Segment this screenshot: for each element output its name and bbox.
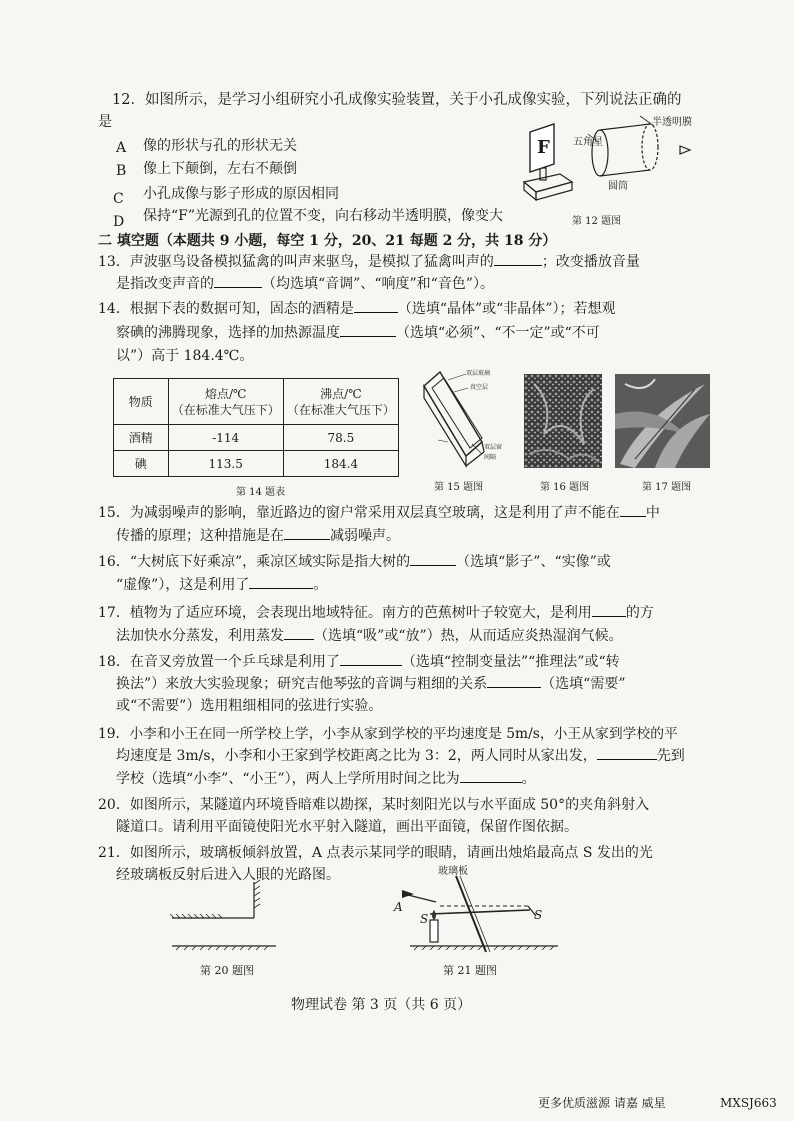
q14-data-table <box>113 378 399 477</box>
q15-line2-text-b: 减弱噪声。 <box>330 528 400 544</box>
q17-line1-text: 17．植物为了适应环境，会表现出地域特征。南方的芭蕉树叶子较宽大，是利用 <box>98 605 592 621</box>
q18-line2-text-b: （选填“需要” <box>541 676 626 692</box>
tunnel-figure <box>168 872 278 952</box>
section2-title: 二 填空题（本题共 9 小题，每空 1 分，20、21 每题 2 分，共 18 分） <box>98 233 557 249</box>
q19-line1: 19．小李和小王在同一所学校上学，小李从家到学校的平均速度是 5m/s，小王从家到学校的平 <box>98 726 678 742</box>
q14-line2-text-b: （选填“必须”、“不一定”或“不可 <box>396 325 600 341</box>
table-subheader-boiling: （在标准大气压下） <box>286 402 395 417</box>
q19-line2-text-b: 先到 <box>656 748 685 764</box>
fig12-label-tube: 圆筒 <box>608 181 628 192</box>
q14-line2 <box>116 322 600 344</box>
q16-line2-text-b: 。 <box>313 577 328 593</box>
q15-line1-text: 15．为减弱噪声的影响，靠近路边的窗户常采用双层真空玻璃，这是利用了声不能在 <box>98 505 620 521</box>
table-cell: 碘 <box>114 451 169 477</box>
q16-line1-text-b: （选填“影子”、“实像”或 <box>456 554 611 570</box>
q15-blank-2[interactable] <box>284 525 330 540</box>
banana-leaves-photo <box>615 374 710 468</box>
q12-option-a-label: A <box>116 140 127 156</box>
fig12-source-letter: F <box>537 137 550 158</box>
table-header-boiling-text: 沸点/℃ <box>320 386 362 401</box>
q18-line2-text: 换法”）来放大实验现象；研究吉他琴弦的音调与粗细的关系 <box>116 676 488 692</box>
double-glazed-window-figure <box>418 368 508 468</box>
q18-blank-1[interactable] <box>340 651 402 666</box>
fig21-label-image: S <box>534 908 543 922</box>
q13-line2-text: 是指改变声音的 <box>116 276 214 292</box>
q19-blank-1[interactable] <box>597 745 657 760</box>
tree-shade-photo <box>524 374 602 468</box>
q12-option-b-text: 像上下颠倒，左右不颠倒 <box>143 161 297 177</box>
table-cell: 78.5 <box>283 425 398 451</box>
q14-blank-1[interactable] <box>354 298 398 313</box>
q14-line1 <box>98 298 615 320</box>
q13-line1-text-b: ；改变播放音量 <box>541 254 640 270</box>
q13-line1-text: 13．声波驱鸟设备模拟猛禽的叫声来驱鸟，是模拟了猛禽叫声的 <box>98 254 494 270</box>
fig15-label-glass: 双层玻璃 <box>466 370 491 377</box>
q18-blank-2[interactable] <box>487 673 541 688</box>
q14-line3: 以”）高于 184.4℃。 <box>116 348 254 364</box>
table-row <box>114 451 399 477</box>
q12-line2: 是 <box>98 114 112 130</box>
table-cell: -114 <box>168 425 283 451</box>
fig21-label-eye: A <box>394 900 403 914</box>
q21-line1: 21．如图所示，玻璃板倾斜放置，A 点表示某同学的眼睛，请画出烛焰最高点 S 发出的光 <box>98 845 653 861</box>
q14-line1-text-b: （选填“晶体”或“非晶体”）；若想观 <box>397 301 616 317</box>
q16-line2-text: “虚像”），这是利用了 <box>116 577 250 593</box>
q19-line2 <box>116 745 685 767</box>
q18-line1-text-b: （选填“控制变量法”“推理法”或“转 <box>401 654 620 670</box>
fig12-label-pinhole: 五角星 <box>573 137 603 148</box>
q19-line2-text: 均速度是 3m/s，小李和小王家到学校距离之比为 3：2，两人同时从家出发， <box>116 748 597 764</box>
q19-blank-2[interactable] <box>460 768 522 783</box>
q15-blank-1[interactable] <box>620 502 646 517</box>
table-header-melting <box>168 379 283 425</box>
q17-line2 <box>116 625 623 647</box>
fig20-caption: 第 20 题图 <box>200 964 254 977</box>
q18-line1-text: 18．在音叉旁放置一个乒乓球是利用了 <box>98 654 340 670</box>
table-header-melting-text: 熔点/℃ <box>204 386 247 401</box>
q12-option-b-label: B <box>116 163 127 179</box>
fig15-label-gap: 间隔 <box>484 454 497 461</box>
table-header-substance: 物质 <box>114 379 169 425</box>
q18-line1 <box>98 651 620 673</box>
q18-line3: 或“不需要”）选用粗细相同的弦进行实验。 <box>116 698 383 714</box>
fig15-label-vacuum: 真空层 <box>470 384 489 391</box>
q13-blank-2[interactable] <box>214 273 262 288</box>
q17-line1-text-b: 的方 <box>625 605 654 621</box>
q15-line2-text: 传播的原理；这种措施是在 <box>116 528 284 544</box>
fig17-caption: 第 17 题图 <box>642 482 692 493</box>
q12-option-c-text: 小孔成像与影子形成的原因相同 <box>143 186 339 202</box>
page-number: 物理试卷 第 3 页（共 6 页） <box>291 997 472 1013</box>
q12-line1: 12．如图所示，是学习小组研究小孔成像实验装置，关于小孔成像实验，下列说法正确的 <box>112 92 682 108</box>
fig21-caption: 第 21 题图 <box>443 964 497 977</box>
q15-line1-text-b: 中 <box>645 505 660 521</box>
q12-option-d-text: 保持“F”光源到孔的位置不变，向右移动半透明膜，像变大 <box>143 208 504 224</box>
q15-line1 <box>98 502 660 524</box>
q21-line2: 经玻璃板反射后进入人眼的光路图。 <box>116 867 340 883</box>
q13-line2-text-b: （均选填“音调”、“响度”和“音色”）。 <box>262 276 494 292</box>
fig21-label-source: S <box>420 912 429 926</box>
fig12-caption: 第 12 题图 <box>572 216 622 227</box>
fig12-label-membrane: 半透明膜 <box>652 117 692 128</box>
table-header-boiling <box>283 379 398 425</box>
fig15-label-window: 双层窗 <box>484 444 503 451</box>
table-cell: 113.5 <box>168 451 283 477</box>
q19-line3-text: 学校（选填“小李”、“小王”），两人上学所用时间之比为 <box>116 771 460 787</box>
q14-blank-2[interactable] <box>340 322 396 337</box>
q17-line2-text-b: （选填“吸”或“放”）热，从而适应炎热湿润气候。 <box>314 628 623 644</box>
q16-blank-1[interactable] <box>410 551 456 566</box>
q12-option-d-label: D <box>113 214 125 230</box>
q20-line1: 20．如图所示，某隧道内环境昏暗难以勘探，某时刻阳光以与水平面成 50°的夹角斜射入 <box>98 797 650 813</box>
q17-blank-2[interactable] <box>284 625 314 640</box>
fig15-caption: 第 15 题图 <box>434 482 484 493</box>
table-cell: 酒精 <box>114 425 169 451</box>
table-cell: 184.4 <box>283 451 398 477</box>
q17-line2-text: 法加快水分蒸发，利用蒸发 <box>116 628 284 644</box>
q13-blank-1[interactable] <box>494 251 542 266</box>
q13-line1 <box>98 251 640 273</box>
q12-option-a-text: 像的形状与孔的形状无关 <box>143 138 297 154</box>
q17-line1 <box>98 602 654 624</box>
promo-text: 更多优质滋源 请嘉 威星 <box>538 1096 666 1110</box>
q16-line1-text: 16．“大树底下好乘凉”，乘凉区域实际是指大树的 <box>98 554 411 570</box>
q16-blank-2[interactable] <box>249 574 313 589</box>
q13-line2 <box>116 273 494 295</box>
q15-line2 <box>116 525 400 547</box>
q19-line3 <box>116 768 536 790</box>
q18-line2 <box>116 673 625 695</box>
fig16-caption: 第 16 题图 <box>540 482 590 493</box>
q16-line1 <box>98 551 611 573</box>
document-code: MXSJ663 <box>720 1096 777 1110</box>
q14-line1-text: 14．根据下表的数据可知，固态的酒精是 <box>98 301 354 317</box>
q14-line2-text: 察碘的沸腾现象，选择的加热源温度 <box>116 325 340 341</box>
q14-table-caption: 第 14 题表 <box>236 487 286 498</box>
q17-blank-1[interactable] <box>592 602 626 617</box>
q19-line3-text-b: 。 <box>521 771 536 787</box>
fig21-label-glass: 玻璃板 <box>438 866 468 877</box>
table-subheader-melting: （在标准大气压下） <box>171 402 280 417</box>
table-row <box>114 425 399 451</box>
q20-line2: 隧道口。请利用平面镜使阳光水平射入隧道，画出平面镜，保留作图依据。 <box>116 819 578 835</box>
q12-option-c-label: C <box>113 191 124 207</box>
q16-line2 <box>116 574 327 596</box>
